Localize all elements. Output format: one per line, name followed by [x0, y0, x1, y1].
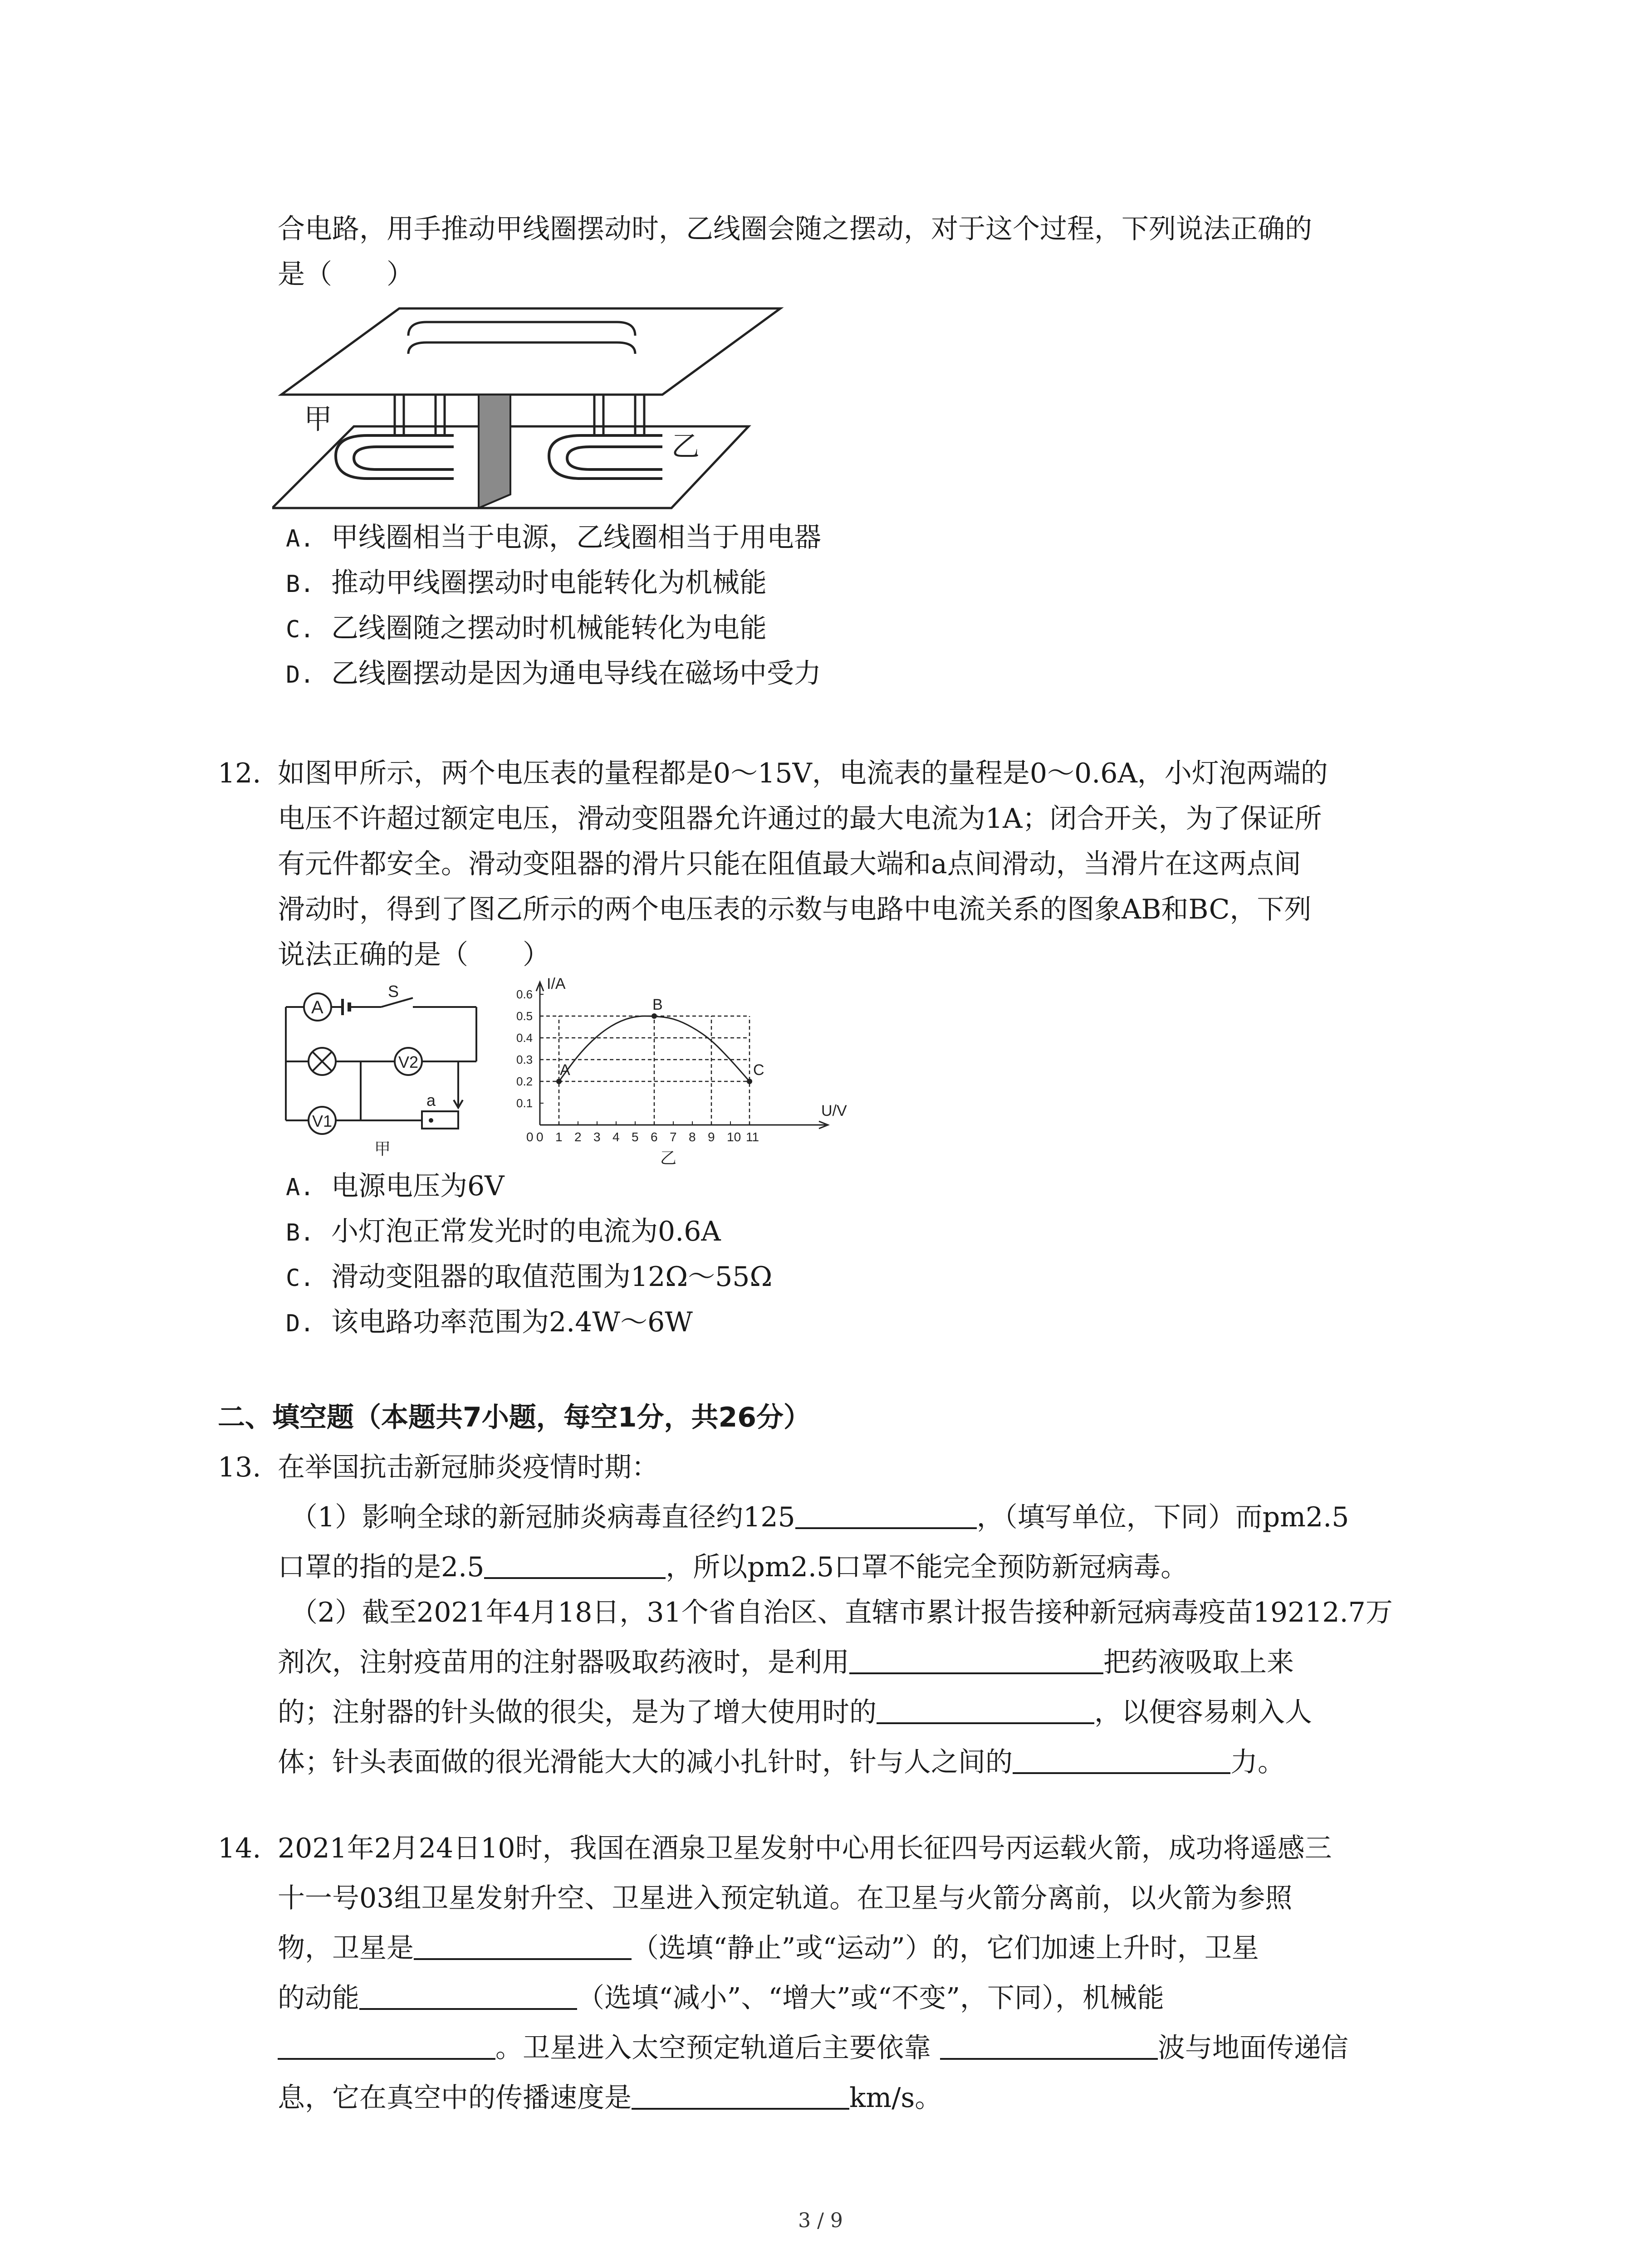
option-letter: B. [286, 1219, 314, 1246]
coil-label-jia: 甲 [304, 404, 333, 435]
q12-option-c[interactable] [286, 1256, 772, 1299]
answer-blank[interactable] [940, 2030, 1158, 2060]
option-letter: A. [286, 525, 314, 552]
answer-blank[interactable] [795, 1499, 977, 1529]
data-point-A [556, 1079, 562, 1084]
q14-text: 。卫星进入太空预定轨道后主要依靠 [495, 2032, 931, 2064]
answer-blank[interactable] [414, 1930, 632, 1960]
question-number: 14. [218, 1833, 261, 1864]
ammeter-label: A [311, 997, 323, 1017]
point-label: C [753, 1061, 764, 1079]
y-tick-label: 0.5 [516, 1009, 533, 1023]
y-tick-label: 0.6 [516, 987, 533, 1001]
option-text: 乙线圈随之摆动时机械能转化为电能 [331, 612, 767, 644]
circuit-caption: 甲 [374, 1139, 391, 1158]
origin-label: 0 [526, 1130, 534, 1144]
q13-part1-line1 [290, 1497, 1349, 1538]
q11-option-a[interactable] [286, 517, 821, 559]
q12-text: 如图甲所示，两个电压表的量程都是0～15V，电流表的量程是0～0.6A，小灯泡两端的 [278, 758, 1328, 789]
q12-option-d[interactable] [286, 1302, 693, 1344]
q14-text: （选填“静止”或“运动”）的，它们加速上升时，卫星 [632, 1932, 1259, 1964]
x-tick-label: 6 [651, 1130, 658, 1144]
answer-blank[interactable] [359, 1980, 577, 2010]
voltmeter-v1-label: V1 [312, 1112, 333, 1130]
q13-intro: 在举国抗击新冠肺炎疫情时期： [278, 1452, 659, 1483]
q11-coil-figure [272, 299, 794, 517]
q14-stem-line-3 [278, 1928, 1259, 1969]
q14-text: （选填“减小”、“增大”或“不变”，下同），机械能 [577, 1982, 1165, 2014]
q12-stem-line-2: 电压不许超过额定电压，滑动变阻器允许通过的最大电流为1A；闭合开关，为了保证所 [278, 803, 1322, 835]
data-point-C [747, 1079, 752, 1084]
x-tick-label: 4 [612, 1130, 620, 1144]
q13-part2-line2 [278, 1642, 1294, 1683]
option-letter: D. [286, 1310, 314, 1337]
option-text: 电源电压为6V [331, 1170, 505, 1202]
q12-circuit-diagram [277, 984, 490, 1166]
data-point-B [652, 1013, 657, 1019]
q13-text: 体；针头表面做的很光滑能大大的减小扎针时，针与人之间的 [278, 1746, 1013, 1778]
option-letter: C. [286, 616, 314, 643]
q14-stem-line-1 [218, 1828, 1332, 1869]
question-number: 13. [218, 1452, 261, 1483]
option-text: 推动甲线圈摆动时电能转化为机械能 [331, 567, 767, 599]
q11-option-d[interactable] [286, 653, 821, 695]
option-text: 该电路功率范围为2.4W～6W [331, 1306, 693, 1338]
q12-stem-line-1 [218, 753, 1328, 794]
y-tick-label: 0.1 [516, 1096, 533, 1110]
q13-text: ，所以pm2.5口罩不能完全预防新冠病毒。 [666, 1551, 1188, 1583]
option-text: 滑动变阻器的取值范围为12Ω～55Ω [331, 1261, 773, 1293]
graph-caption: 乙 [660, 1149, 677, 1167]
section-2-heading: 二、填空题（本题共7小题，每空1分，共26分） [218, 1402, 811, 1433]
q14-stem-line-6 [278, 2077, 942, 2118]
question-number: 12. [218, 758, 261, 789]
answer-blank[interactable] [278, 2030, 495, 2060]
q14-stem-line-4 [278, 1978, 1164, 2019]
q12-stem-line-3: 有元件都安全。滑动变阻器的滑片只能在阻值最大端和a点间滑动，当滑片在这两点间 [278, 848, 1301, 880]
point-a-label: a [426, 1091, 436, 1110]
q13-text: （1）影响全球的新冠肺炎病毒直径约125 [290, 1501, 795, 1533]
option-text: 甲线圈相当于电源，乙线圈相当于用电器 [331, 522, 821, 553]
q13-part2-line3 [278, 1692, 1312, 1733]
y-tick-label: 0.4 [516, 1031, 533, 1045]
point-label: A [560, 1061, 570, 1079]
q14-text: 的动能 [278, 1982, 359, 2014]
q13-stem [218, 1447, 659, 1488]
q11-option-c[interactable] [286, 608, 767, 650]
x-tick-label: 7 [670, 1130, 677, 1144]
answer-blank[interactable] [849, 1644, 1103, 1674]
q13-part1-line2 [278, 1547, 1188, 1588]
option-text: 乙线圈摆动是因为通电导线在磁场中受力 [331, 658, 821, 689]
voltmeter-v2-label: V2 [398, 1053, 419, 1071]
y-tick-label: 0.3 [516, 1053, 533, 1066]
x-tick-label: 3 [593, 1130, 601, 1144]
q12-option-b[interactable] [286, 1211, 721, 1253]
q14-stem-line-2: 十一号03组卫星发射升空、卫星进入预定轨道。在卫星与火箭分离前，以火箭为参照 [278, 1882, 1293, 1914]
option-letter: D. [286, 661, 314, 689]
q12-stem-line-5: 说法正确的是（ ） [278, 939, 550, 971]
q13-text: 力。 [1230, 1746, 1285, 1778]
coil-label-yi: 乙 [671, 431, 700, 462]
answer-blank[interactable] [877, 1694, 1094, 1724]
x-tick-label: 5 [632, 1130, 639, 1144]
switch-label: S [388, 984, 399, 1001]
q12-iu-graph [508, 975, 853, 1170]
q11-stem-line-2: 是（ ） [278, 259, 414, 290]
q14-text: 波与地面传递信 [1158, 2032, 1348, 2064]
q11-stem-line-1: 合电路，用手推动甲线圈摆动时，乙线圈会随之摆动，对于这个过程，下列说法正确的 [278, 213, 1312, 245]
q13-part2-line4 [278, 1742, 1285, 1783]
x-tick-label: 8 [689, 1130, 696, 1144]
option-letter: A. [286, 1174, 314, 1201]
x-tick-label: 9 [708, 1130, 715, 1144]
q14-text: 2021年2月24日10时，我国在酒泉卫星发射中心用长征四号丙运载火箭，成功将遥感三 [278, 1833, 1332, 1864]
q13-text: 把药液吸取上来 [1103, 1647, 1294, 1678]
x-axis-label: U/V [821, 1102, 847, 1119]
x-tick-label: 1 [555, 1130, 563, 1144]
q13-part2-line1: （2）截至2021年4月18日，31个省自治区、直辖市累计报告接种新冠病毒疫苗19212.7万 [290, 1597, 1393, 1628]
answer-blank[interactable] [632, 2080, 849, 2110]
x-tick-label: 2 [574, 1130, 582, 1144]
q13-text: ，以便容易刺入人 [1094, 1696, 1312, 1728]
x-tick-label: 10 [727, 1130, 741, 1144]
q13-text: 口罩的指的是2.5 [278, 1551, 485, 1583]
option-letter: C. [286, 1265, 314, 1292]
answer-blank[interactable] [1013, 1744, 1230, 1774]
x-tick-label: 0 [536, 1130, 544, 1144]
point-label: B [652, 996, 663, 1013]
page-number: 3 / 9 [798, 2209, 843, 2232]
q13-text: 的；注射器的针头做的很尖，是为了增大使用时的 [278, 1696, 877, 1728]
q14-text: 息，它在真空中的传播速度是 [278, 2082, 632, 2114]
y-axis-label: I/A [547, 975, 566, 992]
q14-text: km/s。 [849, 2082, 942, 2114]
q13-text: 剂次，注射疫苗用的注射器吸取药液时，是利用 [278, 1647, 849, 1678]
q12-stem-line-4: 滑动时，得到了图乙所示的两个电压表的示数与电路中电流关系的图象AB和BC，下列 [278, 894, 1312, 925]
answer-blank[interactable] [484, 1549, 666, 1579]
q14-stem-line-5 [278, 2028, 1348, 2068]
q13-text: ，（填写单位，下同）而pm2.5 [976, 1501, 1349, 1533]
q11-option-b[interactable] [286, 562, 767, 605]
y-tick-label: 0.2 [516, 1075, 533, 1088]
q12-option-a[interactable] [286, 1166, 505, 1208]
x-tick-label: 11 [746, 1130, 759, 1144]
option-text: 小灯泡正常发光时的电流为0.6A [331, 1216, 721, 1247]
option-letter: B. [286, 571, 314, 598]
q14-text: 物，卫星是 [278, 1932, 414, 1964]
